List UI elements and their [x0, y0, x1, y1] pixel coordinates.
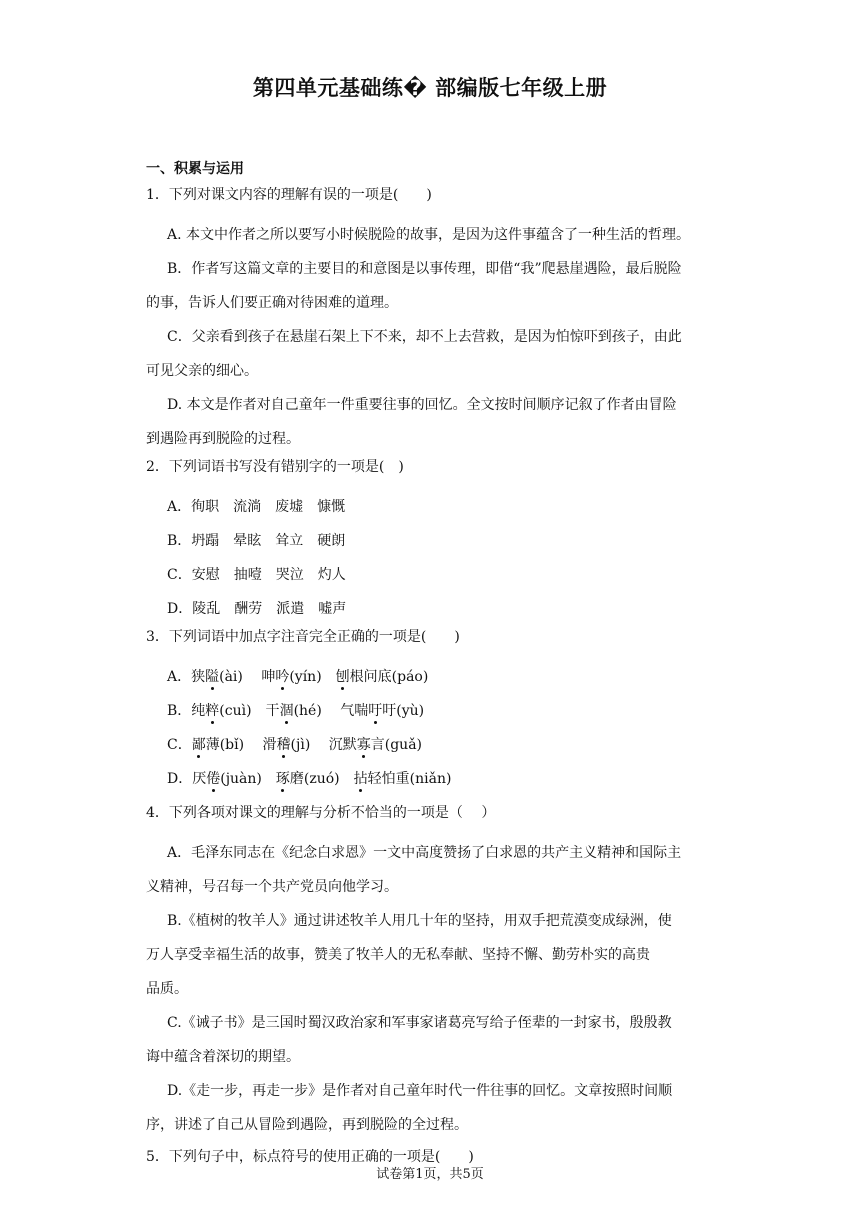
question-3-option-a	[167, 660, 718, 694]
dotted-character: 琢	[275, 771, 290, 787]
option-line: D. 本文是作者对自己童年一件重要往事的回忆。全文按时间顺序记叙了作者由冒险	[167, 397, 677, 413]
option-label: D．	[167, 771, 193, 787]
question-3-stem: 3．下列词语中加点字注音完全正确的一项是( )	[146, 629, 460, 645]
option-text: (juàn)	[220, 771, 276, 787]
option-line: 到遇险再到脱险的过程。	[146, 431, 300, 447]
dotted-character: 隘	[205, 669, 220, 685]
question-2-option-b: B．坍蹋 晕眩 耸立 硬朗	[167, 533, 346, 549]
question-1-option-d	[146, 388, 718, 456]
question-4-options	[146, 836, 718, 1142]
question-4-option-d	[146, 1074, 718, 1142]
option-text: 薄(bǐ) 滑	[205, 737, 277, 753]
question-1-stem: 1．下列对课文内容的理解有误的一项是( )	[146, 187, 432, 203]
option-line: A. 本文中作者之所以要写小时候脱险的故事，是因为这件事蕴含了一种生活的哲理。	[167, 227, 691, 243]
option-line: A．毛泽东同志在《纪念白求恩》一文中高度赞扬了白求恩的共产主义精神和国际主	[167, 845, 682, 861]
option-line: C.《诫子书》是三国时蜀汉政治家和军事家诸葛亮写给子侄辈的一封家书，殷殷教	[167, 1015, 672, 1031]
option-line: 义精神，号召每一个共产党员向他学习。	[146, 879, 398, 895]
option-text: 纯	[191, 703, 206, 719]
dotted-character: 寡	[356, 737, 371, 753]
option-label: B．	[167, 703, 192, 719]
dotted-character: 吟	[275, 669, 290, 685]
option-line: B．作者写这篇文章的主要目的和意图是以事传理，即借“我”爬悬崖遇险，最后脱险	[167, 261, 682, 277]
question-2-option-d: D．陵乱 酬劳 派遣 嘘声	[167, 601, 347, 617]
option-text: 言(guǎ)	[370, 737, 422, 753]
option-text: 狭	[191, 669, 206, 685]
option-line: 万人享受幸福生活的故事，赞美了牧羊人的无私奉献、坚持不懈、勤劳朴实的高贵	[146, 947, 650, 963]
option-line: D.《走一步，再走一步》是作者对自己童年时代一件往事的回忆。文章按照时间顺	[167, 1083, 673, 1099]
option-label: A．	[167, 669, 192, 685]
section-heading: 一、积累与运用	[146, 161, 244, 177]
question-1-option-b	[146, 252, 718, 320]
page-footer: 试卷第1页，共5页	[376, 1167, 484, 1182]
option-line: 诲中蕴含着深切的期望。	[146, 1049, 300, 1065]
dotted-character: 涸	[279, 703, 294, 719]
dotted-character: 鄙	[191, 737, 206, 753]
option-text: 磨(zuó)	[289, 771, 354, 787]
question-4-option-b	[146, 904, 718, 1006]
option-text: (hé) 气喘	[293, 703, 369, 719]
option-text: (yín)	[289, 669, 336, 685]
question-5-stem: 5．下列句子中，标点符号的使用正确的一项是( )	[146, 1149, 474, 1165]
option-text: (jì) 沉默	[290, 737, 357, 753]
question-3-option-c	[167, 728, 718, 762]
question-3-option-d	[167, 762, 718, 796]
option-text: (cuì) 干	[219, 703, 280, 719]
option-line: 的事，告诉人们要正确对待困难的道理。	[146, 295, 398, 311]
option-text: (ài) 呻	[219, 669, 276, 685]
option-text: 吁(yù)	[382, 703, 425, 719]
option-line: 可见父亲的细心。	[146, 363, 258, 379]
question-2-option-a: A．徇职 流淌 废墟 慷慨	[167, 499, 346, 515]
question-3-options	[167, 660, 718, 796]
dotted-character: 稽	[276, 737, 291, 753]
question-4-stem: 4．下列各项对课文的理解与分析不恰当的一项是（ ）	[146, 805, 496, 821]
dotted-character: 倦	[206, 771, 221, 787]
option-text: 厌	[192, 771, 207, 787]
dotted-character: 粹	[205, 703, 220, 719]
question-4-option-c	[146, 1006, 718, 1074]
option-line: 序，讲述了自己从冒险到遇险，再到脱险的全过程。	[146, 1117, 468, 1133]
question-2-options	[167, 490, 718, 626]
option-line: 品质。	[146, 981, 188, 997]
option-line: C．父亲看到孩子在悬崖石架上下不来，却不上去营救，是因为怕惊吓到孩子，由此	[167, 329, 682, 345]
question-2-stem: 2．下列词语书写没有错别字的一项是( )	[146, 459, 404, 475]
question-3-option-b	[167, 694, 718, 728]
question-1-option-c	[146, 320, 718, 388]
question-1-options	[146, 218, 718, 456]
option-text: 根问底(páo)	[349, 669, 429, 685]
option-label: C．	[167, 737, 192, 753]
dotted-character: 吁	[368, 703, 383, 719]
question-4-option-a	[146, 836, 718, 904]
option-text: 轻怕重(niǎn)	[367, 771, 452, 787]
dotted-character: 刨	[335, 669, 350, 685]
question-2-option-c: C．安慰 抽噎 哭泣 灼人	[167, 567, 346, 583]
option-line: B.《植树的牧羊人》通过讲述牧羊人用几十年的坚持，用双手把荒漠变成绿洲，使	[167, 913, 672, 929]
question-1-option-a	[167, 218, 718, 252]
page-title: 第四单元基础练� 部编版七年级上册	[252, 76, 608, 100]
question-list	[146, 184, 718, 1180]
dotted-character: 拈	[353, 771, 368, 787]
